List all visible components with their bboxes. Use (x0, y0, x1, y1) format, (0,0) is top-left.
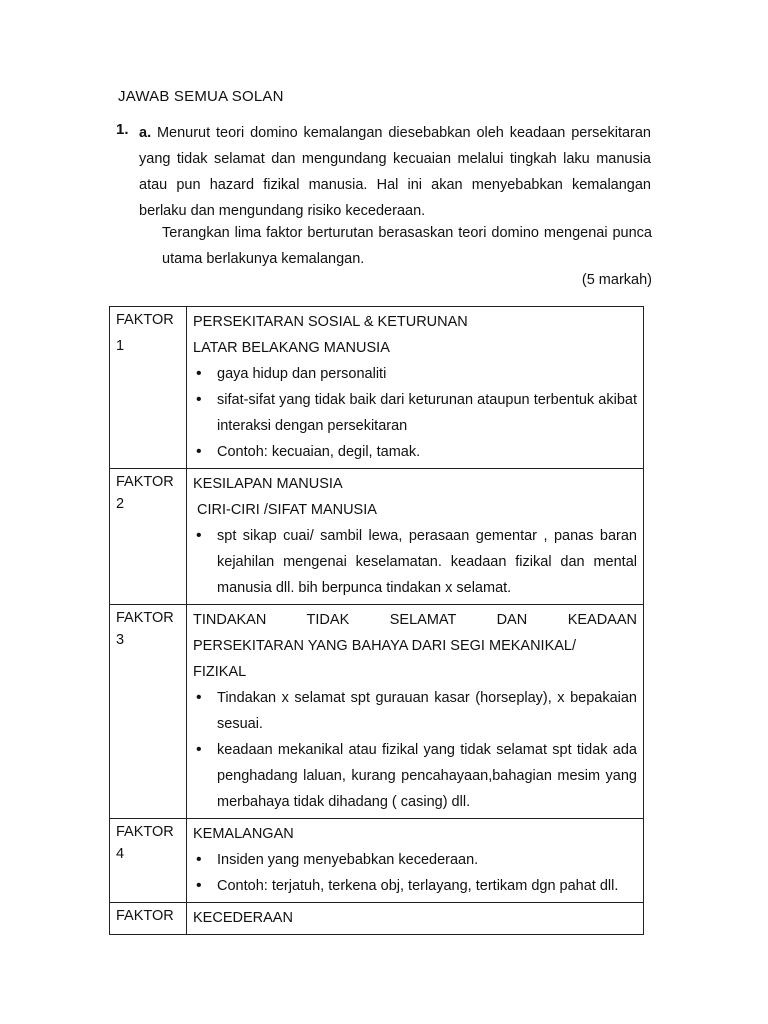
factor-number: 2 (116, 496, 125, 512)
question-marks: (5 markah) (581, 272, 652, 288)
factor-number: 3 (116, 632, 125, 648)
table-row-factor-1 (110, 307, 644, 469)
factor-cell (110, 469, 187, 605)
bullet-item: • sifat-sifat yang tidak baik dari keturunan ataupun terbentuk akibat interaksi dengan persekitaran (193, 387, 637, 439)
bullet-list (193, 523, 637, 601)
factor-label: FAKTOR (116, 312, 174, 328)
bullet-list (193, 847, 637, 899)
row-heading: KEMALANGAN (193, 826, 294, 842)
row-heading: PERSEKITARAN SOSIAL & KETURUNAN (193, 314, 468, 330)
bullet-item: • Contoh: terjatuh, terkena obj, terlayang, tertikam dgn pahat dll. (193, 873, 637, 899)
bullet-item: • Contoh: kecuaian, degil, tamak. (193, 439, 637, 465)
row-heading: PERSEKITARAN YANG BAHAYA DARI SEGI MEKANIKAL/ (193, 638, 577, 654)
row-heading: LATAR BELAKANG MANUSIA (193, 340, 390, 356)
page-heading: JAWAB SEMUA SOLAN (118, 88, 284, 105)
bullet-item: • Tindakan x selamat spt gurauan kasar (horseplay), x bepakaian sesuai. (193, 685, 637, 737)
row-heading: TINDAKAN TIDAK SELAMAT DAN KEADAAN (193, 612, 637, 628)
factor-label: FAKTOR (116, 610, 174, 626)
table-row-factor-5 (110, 903, 644, 935)
bullet-item: • spt sikap cuai/ sambil lewa, perasaan gementar , panas baran kejahilan mengenai keselamatan. keadaan fizikal dan mental manusia dll. bih berpunca tindakan x selamat. (193, 523, 637, 601)
question-number: 1. (116, 121, 129, 138)
content-cell (187, 605, 644, 819)
table-row-factor-3 (110, 605, 644, 819)
table-row-factor-2 (110, 469, 644, 605)
question-text-block (139, 120, 651, 224)
row-heading: KECEDERAAN (193, 910, 293, 926)
bullet-item: • Insiden yang menyebabkan kecederaan. (193, 847, 637, 873)
bullet-item: • gaya hidup dan personaliti (193, 361, 637, 387)
bullet-list (193, 685, 637, 815)
content-cell (187, 903, 644, 935)
content-cell (187, 307, 644, 469)
bullet-list (193, 361, 637, 465)
bullet-item: • keadaan mekanikal atau fizikal yang tidak selamat spt tidak ada penghadang laluan, kurang pencahayaan,bahagian mesim yang merbahaya tidak dihadang ( casing) dll. (193, 737, 637, 815)
table-row-factor-4 (110, 819, 644, 903)
question-text: Menurut teori domino kemalangan diesebabkan oleh keadaan persekitaran yang tidak selamat dan mengundang kecuaian melalui tingkah laku manusia atau pun hazard fizikal manusia. Hal ini akan menyebabkan kemalangan berlaku dan mengundang risiko kecederaan. (139, 125, 651, 219)
factor-label: FAKTOR (116, 908, 174, 924)
content-cell (187, 469, 644, 605)
factor-number: 1 (116, 338, 125, 354)
factor-cell (110, 307, 187, 469)
factor-cell (110, 605, 187, 819)
row-heading: KESILAPAN MANUSIA (193, 476, 343, 492)
content-cell (187, 819, 644, 903)
question-instruction: Terangkan lima faktor berturutan berasaskan teori domino mengenai punca utama berlakunya kemalangan. (162, 225, 652, 267)
factor-cell (110, 903, 187, 935)
question-sub-label: a. (139, 125, 152, 141)
row-heading: FIZIKAL (193, 664, 247, 680)
row-heading: CIRI-CIRI /SIFAT MANUSIA (197, 502, 377, 518)
factor-cell (110, 819, 187, 903)
factor-number: 4 (116, 846, 125, 862)
answer-table (109, 306, 644, 935)
factor-label: FAKTOR (116, 824, 174, 840)
factor-label: FAKTOR (116, 474, 174, 490)
